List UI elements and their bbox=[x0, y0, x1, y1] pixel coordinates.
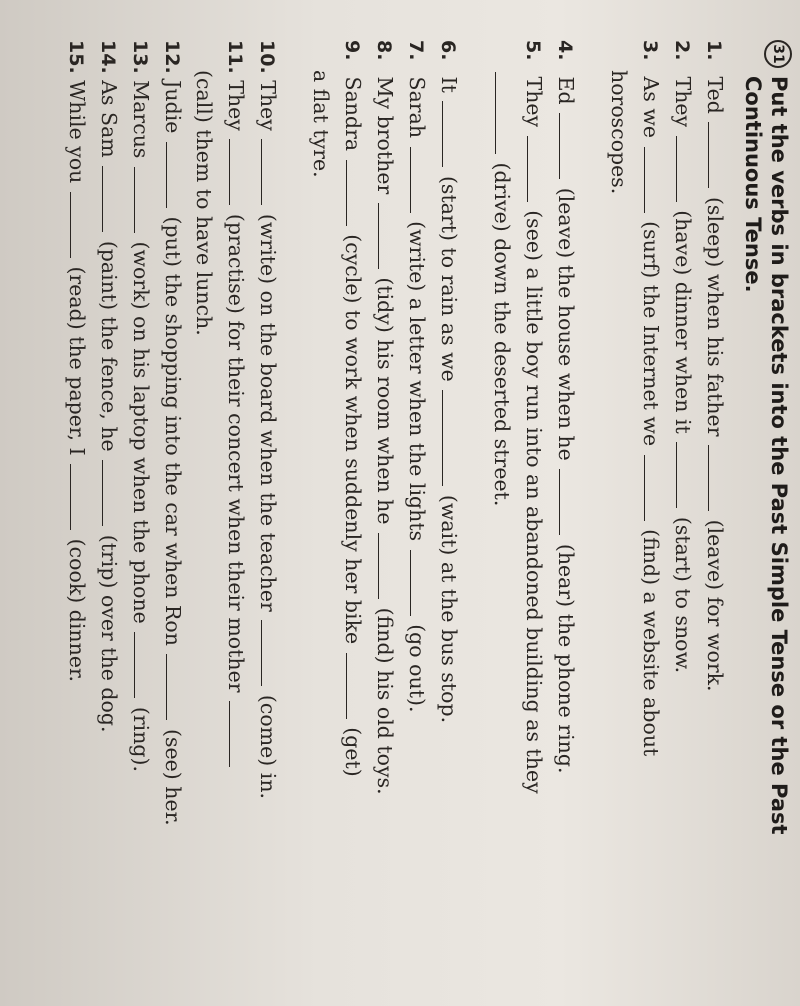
text: (paint) the fence, he bbox=[97, 240, 121, 452]
text: (go out). bbox=[405, 624, 429, 713]
text: (see) her. bbox=[161, 728, 185, 826]
answer-blank[interactable] bbox=[644, 455, 661, 521]
text: (leave) for work. bbox=[703, 519, 727, 692]
answer-blank[interactable] bbox=[346, 160, 363, 226]
answer-blank[interactable] bbox=[676, 136, 693, 202]
answer-blank[interactable] bbox=[410, 147, 427, 213]
text: (write) a letter when the lights bbox=[405, 221, 429, 542]
answer-blank[interactable] bbox=[229, 701, 246, 767]
sentence-group-2 bbox=[486, 40, 581, 1000]
text: As we bbox=[639, 76, 663, 139]
text: (cook) dinner. bbox=[65, 538, 89, 683]
sentence-2 bbox=[666, 40, 698, 1000]
text: (sleep) when his father bbox=[703, 196, 727, 437]
answer-blank[interactable] bbox=[708, 445, 725, 511]
text: (drive) down the deserted street. bbox=[490, 162, 514, 507]
answer-blank[interactable] bbox=[346, 653, 363, 719]
sentence-number: 15. bbox=[65, 40, 87, 74]
sentence-12 bbox=[156, 40, 188, 1000]
sentence-14 bbox=[92, 40, 124, 1000]
text: (practise) for their concert when their mother bbox=[224, 213, 248, 693]
exercise-title: Put the verbs in brackets into the Past Simple Tense or the Past Continuous Tense. bbox=[741, 76, 791, 835]
answer-blank[interactable] bbox=[166, 654, 183, 720]
text: (tidy) his room when he bbox=[373, 277, 397, 525]
sentence-3 bbox=[634, 40, 666, 1000]
exercise-heading bbox=[740, 40, 792, 940]
text: (wait) at the bus stop. bbox=[437, 494, 461, 724]
sentence-8 bbox=[368, 40, 400, 1000]
sentence-number: 9. bbox=[341, 40, 363, 61]
sentence-10 bbox=[251, 40, 283, 1000]
text: (surf) the Internet we bbox=[639, 221, 663, 447]
text: It bbox=[437, 76, 461, 93]
sentence-number: 1. bbox=[703, 40, 725, 61]
text: As Sam bbox=[97, 80, 121, 158]
answer-blank[interactable] bbox=[261, 620, 278, 686]
sentence-13 bbox=[124, 40, 156, 1000]
text: (start) to snow. bbox=[671, 516, 695, 674]
answer-blank[interactable] bbox=[229, 139, 246, 205]
sentence-number: 10. bbox=[256, 40, 278, 74]
text: My brother bbox=[373, 76, 397, 195]
answer-blank[interactable] bbox=[410, 550, 427, 616]
text: (have) dinner when it bbox=[671, 210, 695, 434]
sentence-11-continued: (call) them to have lunch. bbox=[192, 70, 216, 336]
answer-blank[interactable] bbox=[70, 192, 87, 258]
answer-blank[interactable] bbox=[378, 533, 395, 599]
answer-blank[interactable] bbox=[442, 390, 459, 486]
text: (come) in. bbox=[256, 694, 280, 800]
text: (read) the paper, I bbox=[65, 266, 89, 456]
sentence-9 bbox=[336, 40, 368, 1000]
answer-blank[interactable] bbox=[644, 147, 661, 213]
text: They bbox=[224, 80, 248, 131]
answer-blank[interactable] bbox=[166, 142, 183, 208]
sentence-number: 8. bbox=[373, 40, 395, 61]
text: (start) to rain as we bbox=[437, 175, 461, 382]
text: (ring). bbox=[129, 706, 153, 773]
text: They bbox=[671, 76, 695, 128]
sentence-4 bbox=[549, 40, 581, 1000]
sentence-6 bbox=[432, 40, 464, 1000]
answer-blank[interactable] bbox=[378, 203, 395, 269]
answer-blank[interactable] bbox=[134, 167, 151, 233]
sentence-group-3 bbox=[305, 40, 464, 1000]
sentence-5 bbox=[517, 40, 549, 1000]
text: (get) bbox=[341, 727, 365, 777]
sentence-number: 11. bbox=[224, 40, 246, 74]
answer-blank[interactable] bbox=[559, 113, 576, 179]
text: Ted bbox=[703, 76, 727, 114]
sentence-number: 2. bbox=[671, 40, 693, 61]
text: Judie bbox=[161, 80, 185, 134]
text: (write) on the board when the teacher bbox=[256, 213, 280, 612]
answer-blank[interactable] bbox=[708, 122, 725, 188]
text: Marcus bbox=[129, 80, 153, 159]
answer-blank[interactable] bbox=[442, 101, 459, 167]
sentence-group-1 bbox=[603, 40, 730, 1000]
sentence-number: 13. bbox=[129, 40, 151, 74]
answer-blank[interactable] bbox=[70, 464, 87, 530]
text: (leave) the house when he bbox=[554, 187, 578, 461]
sentence-1 bbox=[698, 40, 730, 1000]
answer-blank[interactable] bbox=[102, 166, 119, 232]
sentence-15 bbox=[60, 40, 92, 1000]
answer-blank[interactable] bbox=[559, 469, 576, 535]
sentence-number: 4. bbox=[554, 40, 576, 61]
text: (find) a website about bbox=[639, 529, 663, 757]
sentence-11 bbox=[219, 40, 251, 1000]
sentence-number: 6. bbox=[437, 40, 459, 61]
sentence-7 bbox=[400, 40, 432, 1000]
answer-blank[interactable] bbox=[495, 72, 512, 154]
sentence-number: 3. bbox=[639, 40, 661, 61]
answer-blank[interactable] bbox=[134, 632, 151, 698]
sentence-9-continued: a flat tyre. bbox=[309, 70, 333, 178]
text: (hear) the phone ring. bbox=[554, 543, 578, 774]
sentence-number: 5. bbox=[522, 40, 544, 61]
text: Ed bbox=[554, 76, 578, 105]
text: (see) a little boy run into an abandoned building as they bbox=[522, 210, 546, 794]
text: (put) the shopping into the car when Ron bbox=[161, 216, 185, 646]
answer-blank[interactable] bbox=[102, 460, 119, 526]
sentence-number: 12. bbox=[161, 40, 183, 74]
answer-blank[interactable] bbox=[676, 442, 693, 508]
text: They bbox=[522, 76, 546, 128]
answer-blank[interactable] bbox=[261, 139, 278, 205]
text: (work) on his laptop when the phone bbox=[129, 241, 153, 624]
sentence-group-4 bbox=[60, 40, 283, 1000]
text: Sarah bbox=[405, 76, 429, 139]
sentence-number: 14. bbox=[97, 40, 119, 74]
text: They bbox=[256, 80, 280, 131]
rotated-exercise-block bbox=[20, 0, 800, 1000]
sentence-5-continued bbox=[486, 40, 517, 1000]
text: (trip) over the dog. bbox=[97, 534, 121, 733]
text: (find) his old toys. bbox=[373, 607, 397, 795]
answer-blank[interactable] bbox=[527, 136, 544, 202]
text: (cycle) to work when suddenly her bike bbox=[341, 234, 365, 645]
sentence-3-continued: horoscopes. bbox=[607, 70, 631, 195]
text: Sandra bbox=[341, 76, 365, 152]
exercise-number-badge: 31 bbox=[764, 40, 792, 68]
text: While you bbox=[65, 80, 89, 184]
sentence-number: 7. bbox=[405, 40, 427, 61]
